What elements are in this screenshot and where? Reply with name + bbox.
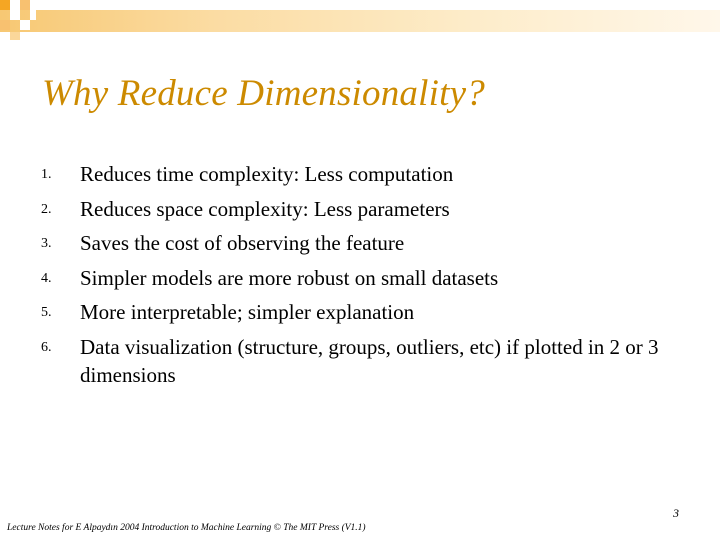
list-number: 6. [41,339,52,355]
decor-square [20,20,30,30]
list-item-text: Reduces space complexity: Less parameters [80,196,450,221]
list-item-text: More interpretable; simpler explanation [80,300,415,324]
decor-square [30,10,36,20]
list-item [41,264,681,292]
reasons-list [41,160,681,395]
decor-square [0,20,10,30]
list-item [41,229,681,257]
decor-square [10,32,20,40]
header-banner [0,10,720,32]
list-number: 5. [41,305,52,320]
list-number: 2. [41,201,52,217]
list-item-text: Reduces time complexity: Less computation [80,162,454,186]
list-item [41,298,681,326]
decor-square [10,10,20,20]
slide-title: Why Reduce Dimensionality? [42,73,485,114]
list-item [41,333,681,389]
list-item-text: Data visualization (structure, groups, outliers, etc) if plotted in 2 or 3 dimensions [80,334,659,387]
list-item-text: Saves the cost of observing the feature [80,231,405,255]
footer-citation: Lecture Notes for E Alpaydın 2004 Introduction to Machine Learning © The MIT Press (V1.1) [7,523,366,533]
list-item [41,195,681,223]
list-number: 4. [41,270,52,286]
list-number: 1. [41,167,52,182]
list-item-text: Simpler models are more robust on small datasets [80,265,499,290]
list-number: 3. [41,236,52,251]
list-item [41,160,681,188]
page-number: 3 [673,506,679,520]
decor-square [0,0,10,10]
decor-square [20,0,30,10]
